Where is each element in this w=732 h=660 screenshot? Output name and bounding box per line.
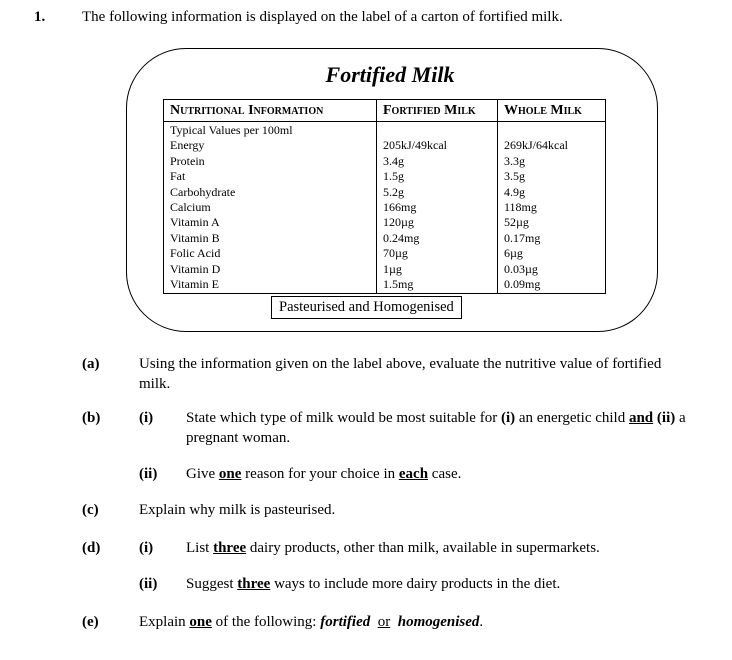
- question-number: 1.: [34, 9, 46, 25]
- whole-value: 118mg: [504, 200, 537, 215]
- nutrition-table: [163, 99, 606, 294]
- part-c-label: (c): [82, 502, 99, 518]
- nutrient-name: Folic Acid: [170, 246, 221, 261]
- pasteurised-homogenised-box: Pasteurised and Homogenised: [271, 296, 462, 319]
- whole-value: 0.17mg: [504, 230, 541, 245]
- nutrition-table-header: [164, 100, 606, 122]
- nutrient-name: Vitamin E: [170, 277, 219, 292]
- whole-value: 4.9g: [504, 184, 525, 199]
- whole-value: 52µg: [504, 215, 529, 230]
- nutrient-name: Carbohydrate: [170, 184, 236, 199]
- nutrient-name: Vitamin A: [170, 215, 220, 230]
- whole-value: 3.3g: [504, 153, 525, 168]
- part-e-label: (e): [82, 614, 99, 630]
- nutrient-name: Vitamin D: [170, 261, 221, 276]
- header-whole-milk: Whole Milk: [498, 100, 606, 122]
- part-b-i-text: State which type of milk would be most suitable for (i) an energetic child and (ii) a pregnant woman.: [186, 410, 686, 446]
- fortified-value: 1.5mg: [383, 277, 414, 292]
- part-b-ii-text: Give one reason for your choice in each case.: [186, 466, 462, 482]
- fortified-value: 1.5g: [383, 169, 404, 184]
- whole-value: 0.09mg: [504, 277, 541, 292]
- nutrient-column: [164, 122, 377, 294]
- fortified-value: 3.4g: [383, 153, 404, 168]
- whole-value: 6µg: [504, 246, 523, 261]
- nutrition-table-body: [164, 122, 606, 294]
- whole-value: 3.5g: [504, 169, 525, 184]
- part-d-i-label: (i): [139, 540, 154, 556]
- nutrient-name: Fat: [170, 169, 186, 184]
- fortified-value: 205kJ/49kcal: [383, 138, 447, 153]
- fortified-column: [377, 122, 498, 294]
- fortified-value: 0.24mg: [383, 230, 420, 245]
- part-d-label: (d): [82, 540, 101, 556]
- label-title: Fortified Milk: [325, 62, 455, 87]
- nutrient-name: Energy: [170, 138, 205, 153]
- question-intro: The following information is displayed on the label of a carton of fortified milk.: [82, 9, 563, 25]
- part-d-i-text: List three dairy products, other than milk, available in supermarkets.: [186, 540, 600, 556]
- fortified-value: 166mg: [383, 200, 417, 215]
- nutrient-name: Protein: [170, 153, 205, 168]
- nutrient-name: Calcium: [170, 200, 211, 215]
- part-b-i-label: (i): [139, 410, 154, 426]
- fortified-value: 120µg: [383, 215, 414, 230]
- part-c-text: Explain why milk is pasteurised.: [139, 502, 336, 518]
- part-d-ii-label: (ii): [139, 576, 158, 592]
- part-b-label: (b): [82, 410, 101, 426]
- part-e-text: Explain one of the following: fortified or homogenised.: [139, 614, 484, 630]
- whole-value: 0.03µg: [504, 261, 538, 276]
- part-b-ii-label: (ii): [139, 466, 158, 482]
- nutrient-name: Vitamin B: [170, 230, 220, 245]
- typical-values-subheading: Typical Values per 100ml: [170, 123, 293, 137]
- fortified-value: 5.2g: [383, 184, 404, 199]
- header-nutritional-information: Nutritional Information: [164, 100, 377, 122]
- part-a-label: (a): [82, 356, 100, 372]
- whole-column: [498, 122, 606, 294]
- fortified-value: 70µg: [383, 246, 408, 261]
- fortified-value: 1µg: [383, 261, 402, 276]
- whole-value: 269kJ/64kcal: [504, 138, 568, 153]
- part-a-text: Using the information given on the label above, evaluate the nutritive value of fortified milk.: [139, 356, 662, 392]
- part-d-ii-text: Suggest three ways to include more dairy products in the diet.: [186, 576, 561, 592]
- header-fortified-milk: Fortified Milk: [377, 100, 498, 122]
